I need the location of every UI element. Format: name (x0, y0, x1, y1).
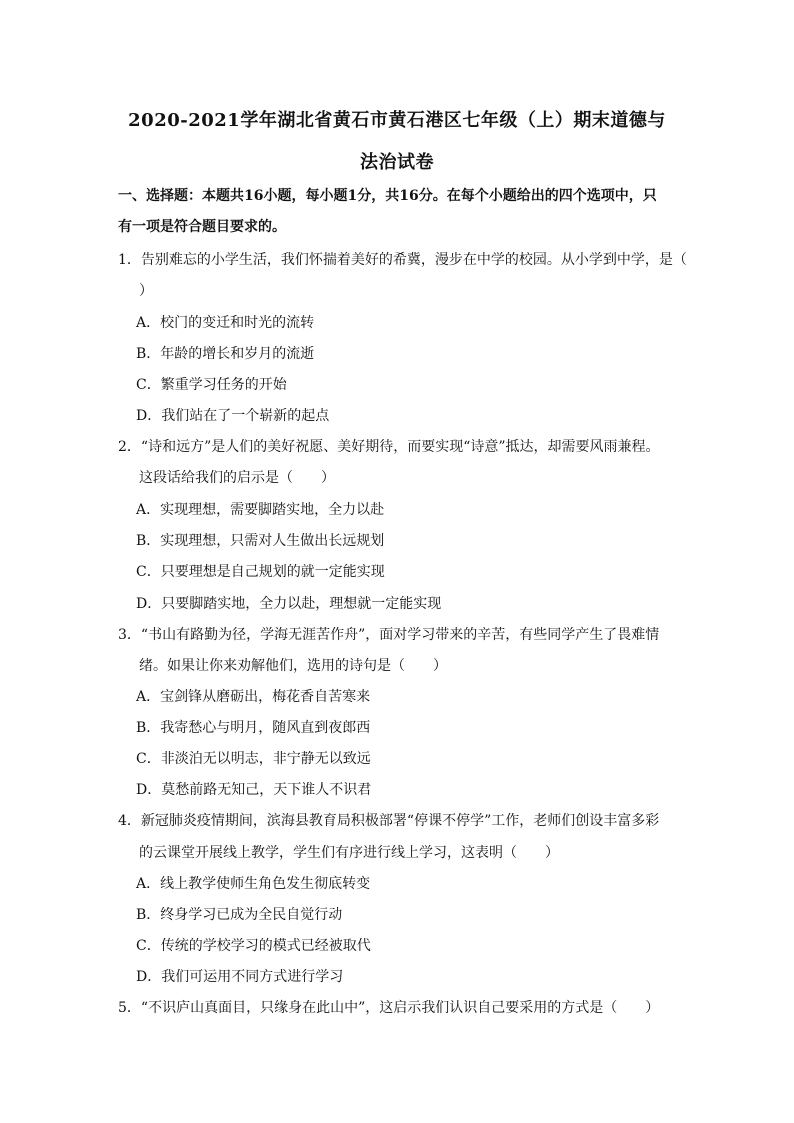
exam-title-line2: 法治试卷 (360, 152, 434, 173)
question-3-text-cont: 绪。如果让你来劝解他们，选用的诗句是（ ） (139, 658, 447, 674)
question-2-text: 2．“诗和远方”是人们的美好祝愿、美好期待，而要实现“诗意”抵达，却需要风雨兼程。 (118, 439, 660, 455)
exam-title-line1: 2020-2021学年湖北省黄石市黄石港区七年级（上）期末道德与 (128, 110, 666, 131)
section-heading-line1: 一、选择题：本题共16小题，每小题1分，共16分。在每个小题给出的四个选项中，只 (118, 188, 657, 204)
question-3-option-a: A．宝剑锋从磨砺出，梅花香自苦寒来 (136, 689, 371, 705)
question-3-option-c: C．非淡泊无以明志，非宁静无以致远 (136, 751, 371, 767)
question-1-option-d: D．我们站在了一个崭新的起点 (136, 408, 330, 424)
question-2-option-d: D．只要脚踏实地，全力以赴，理想就一定能实现 (136, 596, 442, 612)
question-3-option-b: B．我寄愁心与明月，随风直到夜郎西 (136, 720, 371, 736)
question-2-option-b: B．实现理想，只需对人生做出长远规划 (136, 533, 385, 549)
question-3-option-d: D．莫愁前路无知己，天下谁人不识君 (136, 782, 372, 798)
question-3-text: 3．“书山有路勤为径，学海无涯苦作舟”，面对学习带来的辛苦，有些同学产生了畏难情 (118, 627, 660, 643)
question-1-option-a: A．校门的变迁和时光的流转 (136, 315, 315, 331)
question-2-option-c: C．只要理想是自己规划的就一定能实现 (136, 564, 385, 580)
question-4-option-d: D．我们可运用不同方式进行学习 (136, 969, 344, 985)
question-1-text: 1．告别难忘的小学生活，我们怀揣着美好的希冀，漫步在中学的校园。从小学到中学，是（ (118, 252, 687, 268)
question-1-text-cont: ） (139, 283, 153, 299)
section-heading-line2: 有一项是符合题目要求的。 (118, 219, 286, 235)
question-2-text-cont: 这段话给我们的启示是（ ） (139, 470, 335, 486)
question-4-text-cont: 的云课堂开展线上教学，学生们有序进行线上学习，这表明（ ） (139, 845, 559, 861)
question-4-option-c: C．传统的学校学习的模式已经被取代 (136, 938, 371, 954)
question-1-option-b: B．年龄的增长和岁月的流逝 (136, 346, 315, 362)
question-4-text: 4．新冠肺炎疫情期间，滨海县教育局积极部署“停课不停学”工作，老师们创设丰富多彩 (118, 813, 660, 829)
question-1-option-c: C．繁重学习任务的开始 (136, 377, 287, 393)
question-4-option-b: B．终身学习已成为全民自觉行动 (136, 907, 343, 923)
question-2-option-a: A．实现理想，需要脚踏实地，全力以赴 (136, 502, 385, 518)
question-5-text: 5．“不识庐山真面目，只缘身在此山中”，这启示我们认识自己要采用的方式是（ ） (118, 1000, 660, 1016)
question-4-option-a: A．线上教学使师生角色发生彻底转变 (136, 876, 371, 892)
